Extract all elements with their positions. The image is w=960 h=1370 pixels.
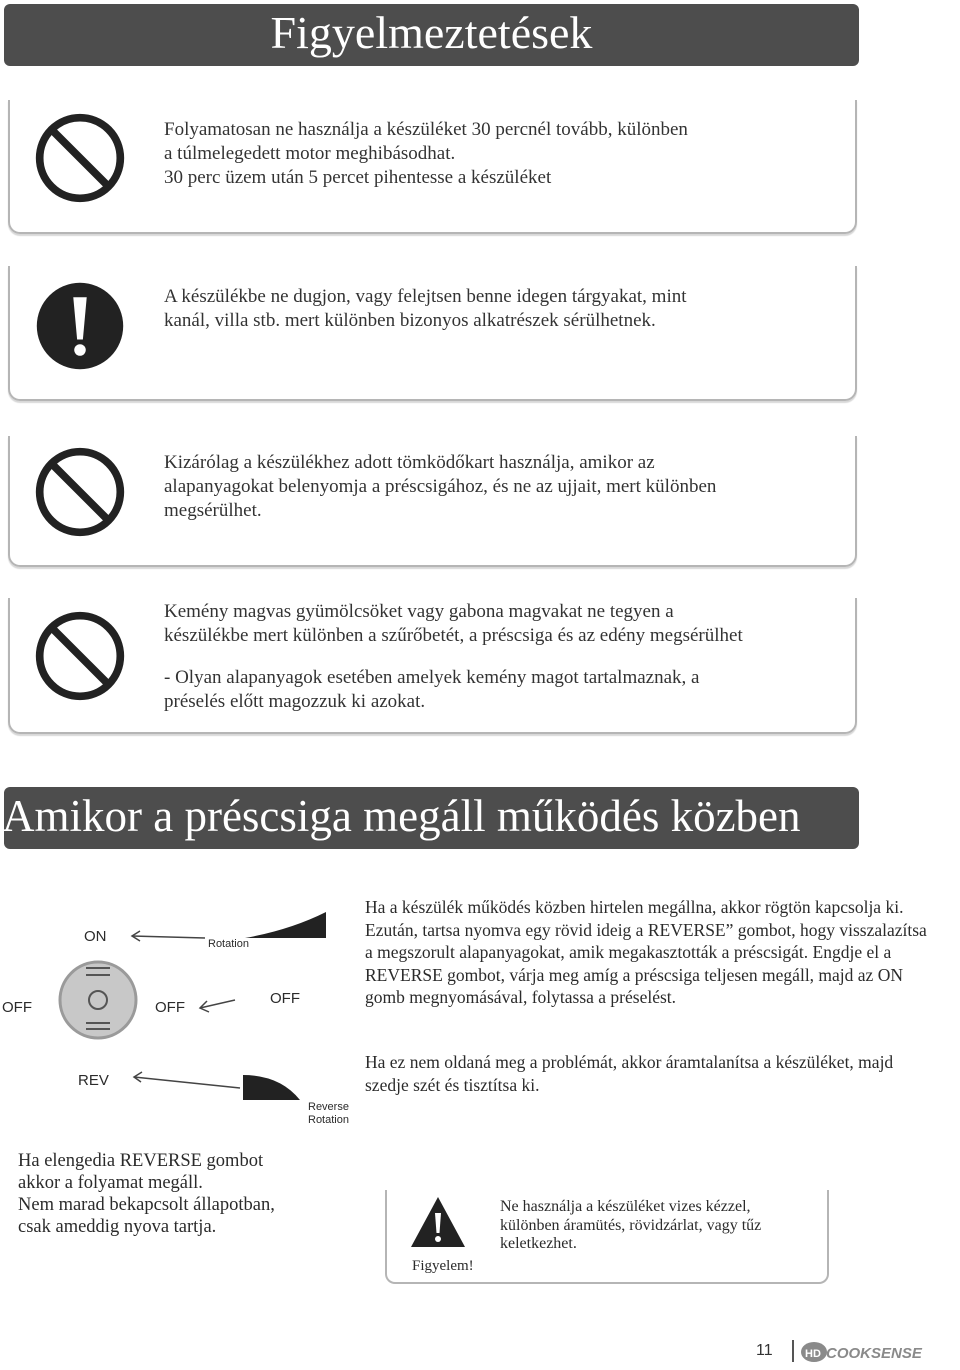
warning-text-2: A készülékbe ne dugjon, vagy felejtsen benne idegen tárgyakat, mint kanál, villa stb. mert különben bizonyos alkatrészek sérülhetnek. — [164, 286, 687, 331]
warning-text-3: Kizárólag a készülékhez adott tömködőkart használja, amikor az alapanyagokat belenyomja a préscsigához, és ne az ujjait, mert különben megsérülhet. — [164, 452, 717, 521]
svg-text:COOKSENSE: COOKSENSE — [826, 1345, 922, 1362]
label-off-right: OFF — [270, 990, 300, 1007]
prohibited-icon — [32, 444, 128, 540]
switch-knob — [60, 962, 136, 1038]
exclamation-icon — [32, 278, 128, 374]
label-off-mid: OFF — [155, 999, 185, 1016]
prohibited-icon — [32, 608, 128, 704]
caution-label: Figyelem! — [412, 1258, 474, 1274]
svg-text:HD: HD — [805, 1348, 821, 1360]
label-on: ON — [84, 928, 107, 945]
label-off-left: OFF — [2, 999, 32, 1016]
caution-text: Ne használja a készüléket vizes kézzel, különben áramütés, rövidzárlat, vagy tűz keletkezhet. — [500, 1198, 762, 1252]
page-number: 11 — [756, 1342, 773, 1359]
warning-text-4: Kemény magvas gyümölcsöket vagy gabona magvakat ne tegyen a készülékbe mert különben a szűrőbetét, a préscsiga és az edény megsérülhet - Olyan alapanyagok esetében amelyek kemény magot tartalmaznak, a préselés előtt magozzuk ki azokat. — [164, 601, 743, 712]
stop-procedure-text: Ha a készülék működés közben hirtelen megállna, akkor rögtön kapcsolja ki. Ezután, tartsa nyomva egy rövid ideig a REVERSE” gombot, hogy visszalazítsa a megszorult alapanyagokat, amik megakasztották a préscsigát. Engdje el a REVERSE gombot, várja meg amíg a préscsiga teljesen megáll, majd az ON gomb megnyomásával, folytassa a préselést. — [365, 897, 927, 1007]
reverse-rotation-wedge — [243, 1075, 300, 1100]
section-title-when-stops: Amikor a préscsiga megáll működés közben — [4, 787, 859, 849]
label-reverse-rotation: Reverse Rotation — [308, 1101, 349, 1126]
section-title-warnings: Figyelmeztetések — [4, 4, 859, 66]
rotation-wedge — [245, 912, 326, 938]
reverse-release-note: Ha elengedia REVERSE gombot akkor a folyamat megáll. Nem marad bekapcsolt állapotban, csak ameddig nyova tartja. — [18, 1151, 275, 1237]
warning-text-1: Folyamatosan ne használja a készüléket 30 percnél tovább, különben a túlmelegedett motor meghibásodhat. 30 perc üzem után 5 percet pihentesse a készüléket — [164, 119, 688, 188]
unplug-clean-text: Ha ez nem oldaná meg a problémát, akkor áramtalanítsa a készüléket, majd szedje szét és tisztítsa ki. — [365, 1052, 894, 1095]
label-rev: REV — [78, 1072, 109, 1089]
brand-logo — [790, 1337, 922, 1365]
prohibited-icon — [32, 110, 128, 206]
label-rotation: Rotation — [208, 938, 249, 950]
switch-diagram — [0, 880, 360, 1140]
warning-triangle-icon — [408, 1193, 468, 1253]
